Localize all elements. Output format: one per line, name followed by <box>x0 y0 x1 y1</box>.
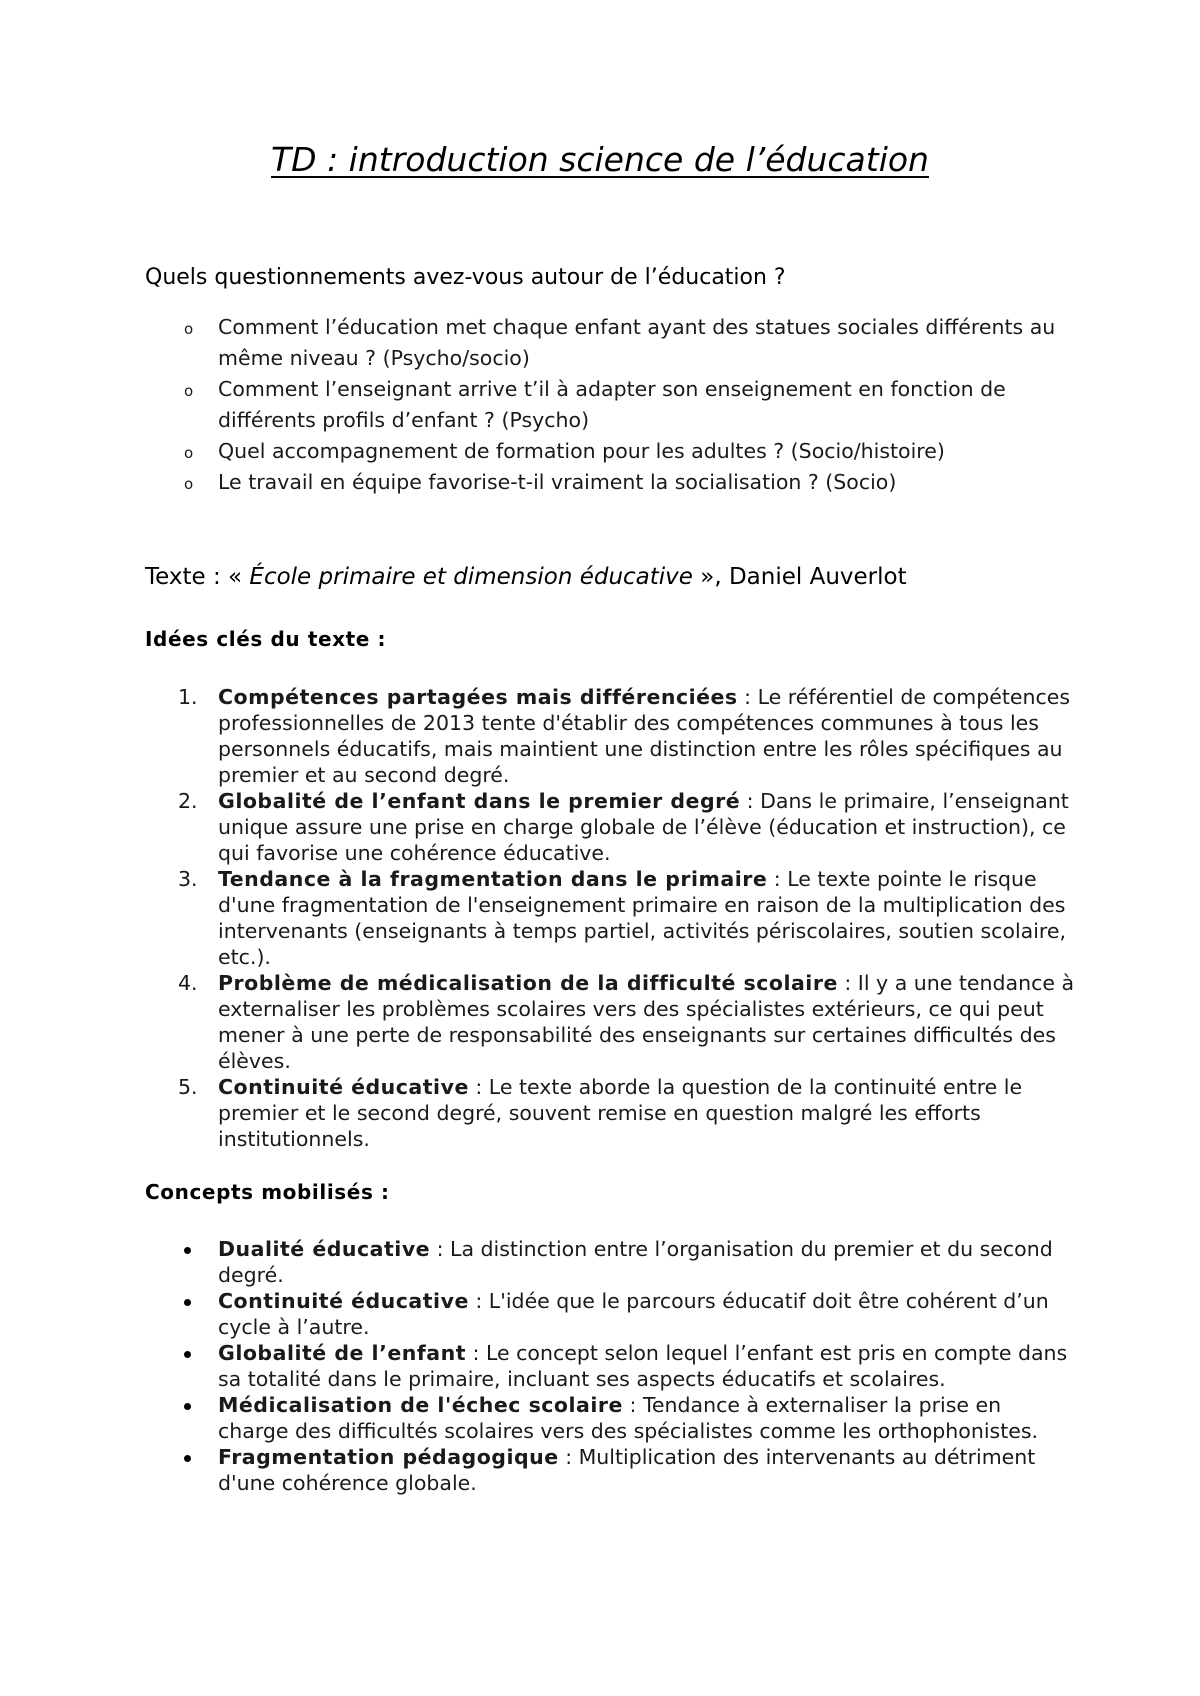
concept-item <box>145 1236 1075 1288</box>
text-reference-prefix: Texte : « <box>145 564 250 590</box>
key-idea-item <box>145 1074 1075 1152</box>
key-idea-term: Globalité de l’enfant dans le premier degré <box>218 789 741 813</box>
text-reference-suffix: », Daniel Auverlot <box>692 564 907 590</box>
question-item <box>145 312 1075 374</box>
concept-item <box>145 1444 1075 1496</box>
question-text: Le travail en équipe favorise-t-il vraiment la socialisation ? (Socio) <box>218 470 897 494</box>
key-idea-term: Compétences partagées mais différenciées <box>218 685 738 709</box>
list-number: 2. <box>178 789 198 813</box>
concept-text: : La distinction entre l’organisation du premier et du second degré. <box>218 1237 1053 1287</box>
bullet-dot-icon <box>184 1403 191 1410</box>
circle-bullet-icon: o <box>184 444 194 462</box>
list-number: 4. <box>178 971 198 995</box>
question-item <box>145 374 1075 436</box>
key-idea-item <box>145 684 1075 788</box>
circle-bullet-icon: o <box>184 382 194 400</box>
bullet-dot-icon <box>184 1351 191 1358</box>
concept-item <box>145 1340 1075 1392</box>
concept-term: Dualité éducative <box>218 1237 431 1261</box>
concept-text: : Multiplication des intervenants au détriment d'une cohérence globale. <box>218 1445 1036 1495</box>
questions-list <box>145 312 1075 498</box>
concepts-list <box>145 1236 1075 1496</box>
text-reference <box>145 564 907 590</box>
list-number: 3. <box>178 867 198 891</box>
concept-term: Médicalisation de l'échec scolaire <box>218 1393 623 1417</box>
circle-bullet-icon: o <box>184 320 194 338</box>
concept-term: Fragmentation pédagogique <box>218 1445 559 1469</box>
key-idea-item <box>145 970 1075 1074</box>
question-text: Quel accompagnement de formation pour les adultes ? (Socio/histoire) <box>218 439 945 463</box>
bullet-dot-icon <box>184 1247 191 1254</box>
concept-text: : L'idée que le parcours éducatif doit être cohérent d’un cycle à l’autre. <box>218 1289 1049 1339</box>
key-ideas-heading: Idées clés du texte : <box>145 627 387 651</box>
concept-item <box>145 1392 1075 1444</box>
concept-text: : Tendance à externaliser la prise en charge des difficultés scolaires vers des spécialistes comme les orthophonistes. <box>218 1393 1039 1443</box>
question-item <box>145 467 1075 498</box>
circle-bullet-icon: o <box>184 475 194 493</box>
question-item <box>145 436 1075 467</box>
list-number: 1. <box>178 685 198 709</box>
concepts-heading: Concepts mobilisés : <box>145 1180 390 1204</box>
question-text: Comment l’enseignant arrive t’il à adapter son enseignement en fonction de différents profils d’enfant ? (Psycho) <box>218 377 1006 432</box>
key-idea-text: : Le référentiel de compétences professionnelles de 2013 tente d'établir des compétences communes à tous les personnels éducatifs, mais maintient une distinction entre les rôles spécifiques au premier et au second degré. <box>218 685 1071 787</box>
question-text: Comment l’éducation met chaque enfant ayant des statues sociales différents au même niveau ? (Psycho/socio) <box>218 315 1056 370</box>
key-idea-term: Tendance à la fragmentation dans le primaire <box>218 867 768 891</box>
concept-term: Globalité de l’enfant <box>218 1341 467 1365</box>
concept-text: : Le concept selon lequel l’enfant est pris en compte dans sa totalité dans le primaire, incluant ses aspects éducatifs et scolaires. <box>218 1341 1068 1391</box>
key-idea-item <box>145 866 1075 970</box>
concept-item <box>145 1288 1075 1340</box>
list-number: 5. <box>178 1075 198 1099</box>
key-idea-item <box>145 788 1075 866</box>
text-reference-title: École primaire et dimension éducative <box>249 564 693 590</box>
bullet-dot-icon <box>184 1455 191 1462</box>
key-idea-term: Continuité éducative <box>218 1075 469 1099</box>
document-title: TD : introduction science de l’éducation <box>271 140 929 179</box>
key-idea-text: : Le texte pointe le risque d'une fragmentation de l'enseignement primaire en raison de la multiplication des intervenants (enseignants à temps partiel, activités périscolaires, soutien scolaire, etc.). <box>218 867 1067 969</box>
questions-heading: Quels questionnements avez-vous autour de l’éducation ? <box>145 265 786 290</box>
key-idea-text: : Le texte aborde la question de la continuité entre le premier et le second degré, souvent remise en question malgré les efforts institutionnels. <box>218 1075 1023 1151</box>
key-idea-text: : Dans le primaire, l’enseignant unique assure une prise en charge globale de l’élève (éducation et instruction), ce qui favorise une cohérence éducative. <box>218 789 1069 865</box>
concept-term: Continuité éducative <box>218 1289 469 1313</box>
bullet-dot-icon <box>184 1299 191 1306</box>
key-idea-text: : Il y a une tendance à externaliser les problèmes scolaires vers des spécialistes extérieurs, ce qui peut mener à une perte de responsabilité des enseignants sur certaines difficultés des élèves. <box>218 971 1075 1073</box>
key-ideas-list <box>145 684 1075 1152</box>
key-idea-term: Problème de médicalisation de la difficulté scolaire <box>218 971 838 995</box>
